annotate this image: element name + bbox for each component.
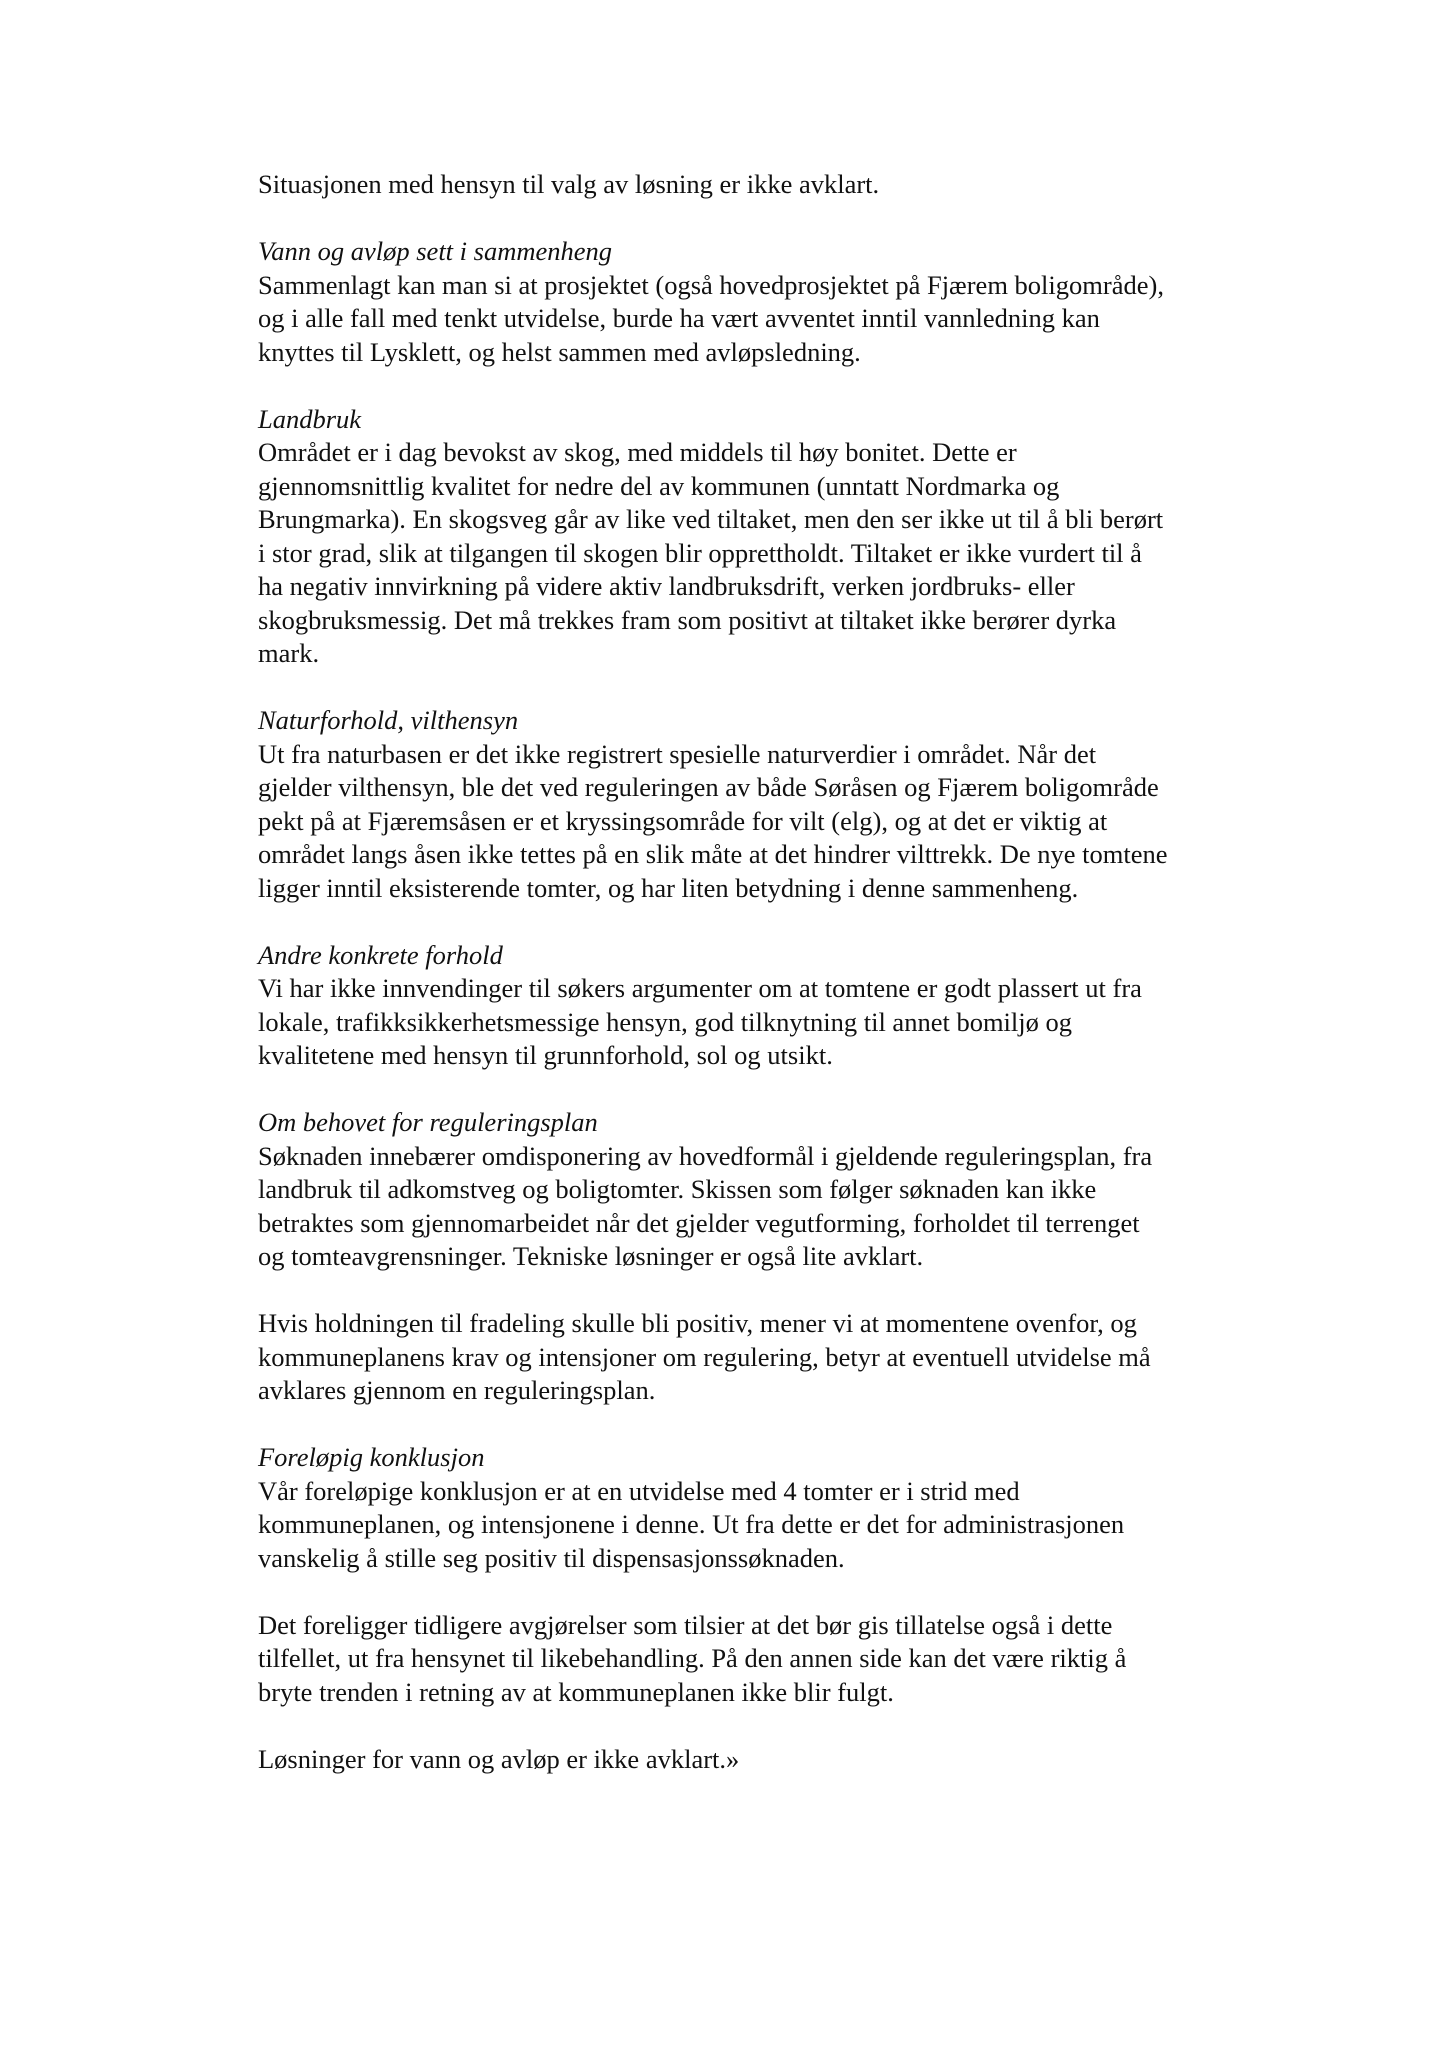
section-heading: Om behovet for reguleringsplan bbox=[258, 1107, 598, 1137]
text-line: vanskelig å stille seg positiv til dispensasjonssøknaden. bbox=[258, 1542, 845, 1573]
text-line: Ut fra naturbasen er det ikke registrert spesielle naturverdier i området. Når det bbox=[258, 738, 1097, 769]
text-line: Vår foreløpige konklusjon er at en utvidelse med 4 tomter er i strid med bbox=[258, 1475, 1020, 1506]
text-line: Vi har ikke innvendinger til søkers argumenter om at tomtene er godt plassert ut fra bbox=[258, 973, 1142, 1003]
text-line: lokale, trafikksikkerhetsmessige hensyn, god tilknytning til annet bomiljø og bbox=[258, 1006, 1073, 1037]
text-line: og i alle fall med tenkt utvidelse, burde ha vært avventet inntil vannledning kan bbox=[258, 303, 1100, 333]
section-heading: Andre konkrete forhold bbox=[258, 939, 503, 970]
text-line: betraktes som gjennomarbeidet når det gjelder vegutforming, forholdet til terrenget bbox=[258, 1207, 1140, 1238]
text-line: gjelder vilthensyn, ble det ved reguleringen av både Søråsen og Fjærem boligområde bbox=[258, 772, 1159, 802]
paragraph-andre-forhold bbox=[258, 939, 1288, 1073]
text-line: Løsninger for vann og avløp er ikke avklart.» bbox=[258, 1743, 740, 1774]
paragraph-landbruk bbox=[258, 403, 1288, 671]
paragraph-intro bbox=[258, 168, 1288, 202]
text-line: landbruk til adkomstveg og boligtomter. Skissen som følger søknaden kan ikke bbox=[258, 1174, 1097, 1204]
text-line: avklares gjennom en reguleringsplan. bbox=[258, 1375, 656, 1405]
text-line: Hvis holdningen til fradeling skulle bli positiv, mener vi at momentene ovenfor, og bbox=[258, 1308, 1137, 1338]
document-page bbox=[258, 168, 1288, 1810]
text-line: Området er i dag bevokst av skog, med middels til høy bonitet. Dette er bbox=[258, 437, 1017, 467]
text-line: Situasjonen med hensyn til valg av løsning er ikke avklart. bbox=[258, 169, 880, 199]
text-line: kvalitetene med hensyn til grunnforhold, sol og utsikt. bbox=[258, 1040, 833, 1070]
text-line: i stor grad, slik at tilgangen til skogen blir opprettholdt. Tiltaket er ikke vurdert til å bbox=[258, 537, 1142, 568]
text-line: tilfellet, ut fra hensynet til likebehandling. På den annen side kan det være riktig å bbox=[258, 1643, 1127, 1673]
section-heading: Foreløpig konklusjon bbox=[258, 1442, 485, 1472]
document-body bbox=[258, 168, 1288, 1776]
text-line: pekt på at Fjæremsåsen er et kryssingsområde for vilt (elg), og at det er viktig at bbox=[258, 805, 1108, 836]
text-line: Søknaden innebærer omdisponering av hovedformål i gjeldende reguleringsplan, fra bbox=[258, 1140, 1153, 1171]
paragraph-konklusjon bbox=[258, 1441, 1288, 1575]
text-line: skogbruksmessig. Det må trekkes fram som positivt at tiltaket ikke berører dyrka bbox=[258, 604, 1117, 635]
text-line: ha negativ innvirkning på videre aktiv landbruksdrift, verken jordbruks- eller bbox=[258, 571, 1075, 601]
text-line: gjennomsnittlig kvalitet for nedre del av kommunen (unntatt Nordmarka og bbox=[258, 470, 1060, 501]
section-heading: Vann og avløp sett i sammenheng bbox=[258, 236, 613, 266]
text-line: området langs åsen ikke tettes på en slik måte at det hindrer vilttrekk. De nye tomtene bbox=[258, 839, 1168, 869]
paragraph-naturforhold bbox=[258, 704, 1288, 905]
paragraph-reguleringsplan bbox=[258, 1106, 1288, 1274]
paragraph-losninger bbox=[258, 1743, 1288, 1777]
text-line: kommuneplanen, og intensjonene i denne. Ut fra dette er det for administrasjonen bbox=[258, 1509, 1125, 1539]
section-heading: Naturforhold, vilthensyn bbox=[258, 705, 519, 735]
section-heading: Landbruk bbox=[258, 403, 362, 434]
text-line: knyttes til Lysklett, og helst sammen med avløpsledning. bbox=[258, 336, 861, 367]
paragraph-holdning bbox=[258, 1307, 1288, 1408]
text-line: bryte trenden i retning av at kommuneplanen ikke blir fulgt. bbox=[258, 1676, 894, 1707]
text-line: mark. bbox=[258, 638, 320, 668]
text-line: ligger inntil eksisterende tomter, og har liten betydning i denne sammenheng. bbox=[258, 872, 1079, 903]
text-line: og tomteavgrensninger. Tekniske løsninger er også lite avklart. bbox=[258, 1241, 924, 1271]
text-line: Sammenlagt kan man si at prosjektet (også hovedprosjektet på Fjærem boligområde), bbox=[258, 269, 1164, 300]
text-line: Det foreligger tidligere avgjørelser som tilsier at det bør gis tillatelse også i dette bbox=[258, 1609, 1113, 1640]
paragraph-avgjorelser bbox=[258, 1609, 1288, 1710]
text-line: kommuneplanens krav og intensjoner om regulering, betyr at eventuell utvidelse må bbox=[258, 1341, 1151, 1372]
text-line: Brungmarka). En skogsveg går av like ved tiltaket, men den ser ikke ut til å bli berørt bbox=[258, 504, 1164, 534]
paragraph-vann-og-avlop bbox=[258, 235, 1288, 369]
